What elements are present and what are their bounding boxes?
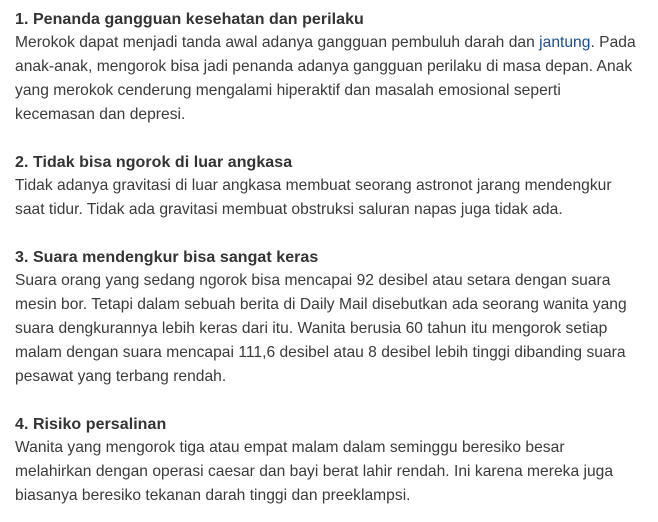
section-body (15, 31, 643, 127)
section-1 (15, 8, 643, 127)
section-heading: 3. Suara mendengkur bisa sangat keras (15, 249, 319, 266)
section-3 (15, 246, 643, 389)
section-heading: 1. Penanda gangguan kesehatan dan perilaku (15, 11, 364, 28)
section-heading: 2. Tidak bisa ngorok di luar angkasa (15, 154, 293, 171)
section-heading: 4. Risiko persalinan (15, 416, 167, 433)
jantung-link[interactable]: jantung (539, 34, 591, 51)
section-body: Suara orang yang sedang ngorok bisa mencapai 92 desibel atau setara dengan suara mesin bor. Tetapi dalam sebuah berita di Daily Mail disebutkan ada seorang wanita yang suara dengkurannya lebih keras dari itu. Wanita berusia 60 tahun itu mengorok setiap malam dengan suara mencapai 111,6 desibel atau 8 desibel lebih tinggi dibanding suara pesawat yang terbang rendah. (15, 272, 627, 385)
section-2 (15, 151, 643, 222)
section-4 (15, 413, 643, 508)
body-text-after-link: . Pada anak-anak, mengorok bisa jadi penanda adanya gangguan perilaku di masa depan. Anak yang merokok cenderung mengalami hiperaktif dan masalah emosional seperti kecemasan dan depresi. (15, 34, 636, 123)
section-body: Wanita yang mengorok tiga atau empat malam dalam seminggu beresiko besar melahirkan dengan operasi caesar dan bayi berat lahir rendah. Ini karena mereka juga biasanya beresiko tekanan darah tinggi dan preeklampsi. (15, 439, 614, 504)
section-body: Tidak adanya gravitasi di luar angkasa membuat seorang astronot jarang mendengkur saat tidur. Tidak ada gravitasi membuat obstruksi saluran napas juga tidak ada. (15, 177, 612, 218)
body-text-before-link: Merokok dapat menjadi tanda awal adanya gangguan pembuluh darah dan (15, 34, 540, 51)
